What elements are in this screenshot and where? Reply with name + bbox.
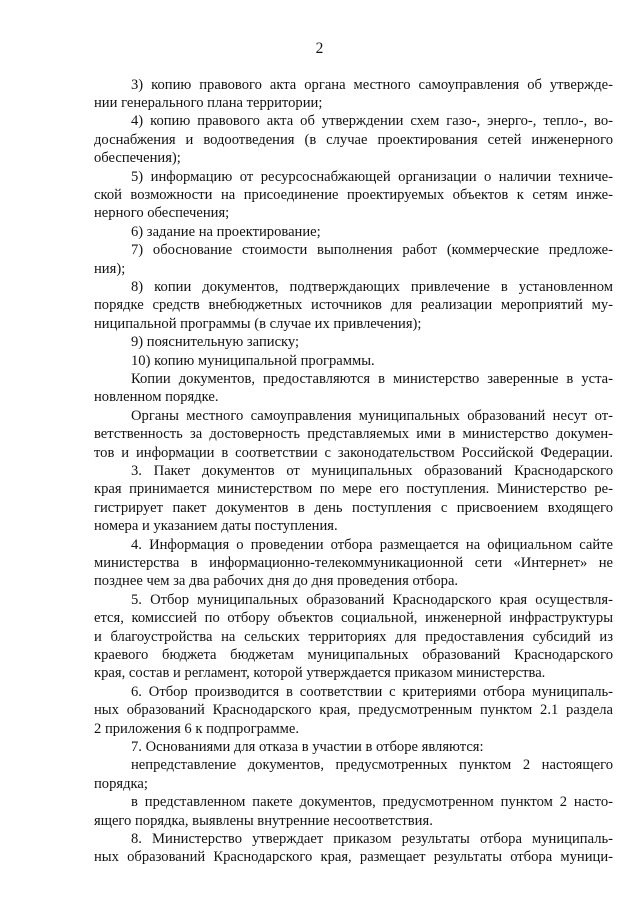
text-line: края, состав и регламент, которой утверждается приказом министерства.: [94, 665, 546, 682]
text-line: ской возможности на присоединение проектируемых объектов к сетям инже-: [94, 186, 613, 203]
text-line: тов и информации в соответствии с законодательством Российской Федерации.: [94, 444, 613, 461]
text-line: 7) обоснование стоимости выполнения работ (коммерческие предложе-: [131, 242, 613, 259]
text-line: 6) задание на проектирование;: [131, 223, 321, 240]
text-line: министерства в информационно-телекоммуникационной сети «Интернет» не: [94, 554, 613, 571]
text-line: ется, комиссией по отбору объектов социальной, инженерной инфраструктуры: [94, 610, 613, 627]
text-line: доснабжения и водоотведения (в случае проектирования сетей инженерного: [94, 131, 613, 148]
text-line: и благоустройства на сельских территориях для предоставления субсидий из: [94, 628, 613, 645]
text-line: края принимается министерством по мере его поступления. Министерство ре-: [94, 481, 613, 498]
text-line: Органы местного самоуправления муниципальных образований несут от-: [131, 407, 613, 424]
text-line: 2 приложения 6 к подпрограмме.: [94, 720, 299, 737]
text-line: ных образований Краснодарского края, предусмотренным пунктом 2.1 раздела: [94, 702, 613, 719]
text-line: 10) копию муниципальной программы.: [131, 352, 375, 369]
text-line: 5. Отбор муниципальных образований Краснодарского края осуществля-: [131, 591, 613, 608]
text-line: 8. Министерство утверждает приказом результаты отбора муниципаль-: [131, 830, 613, 847]
page-number: 2: [315, 40, 324, 57]
text-line: 4. Информация о проведении отбора размещается на официальном сайте: [131, 536, 613, 553]
text-line: 4) копию правового акта об утверждении схем газо-, энерго-, тепло-, во-: [131, 113, 613, 130]
text-line: 6. Отбор производится в соответствии с критериями отбора муниципаль-: [131, 683, 613, 700]
text-line: порядке средств внебюджетных источников для реализации мероприятий му-: [94, 297, 613, 314]
text-line: 7. Основаниями для отказа в участии в отборе являются:: [131, 738, 484, 755]
text-line: 3. Пакет документов от муниципальных образований Краснодарского: [131, 462, 613, 479]
text-line: ящего порядка, выявлены внутренние несоответствия.: [94, 812, 433, 829]
text-line: непредставление документов, предусмотренных пунктом 2 настоящего: [131, 757, 613, 774]
text-line: в представленном пакете документов, предусмотренном пунктом 2 насто-: [131, 794, 613, 811]
text-line: ниципальной программы (в случае их привлечения);: [94, 315, 422, 332]
text-line: 9) пояснительную записку;: [131, 334, 300, 351]
text-line: нии генерального плана территории;: [94, 94, 323, 111]
text-line: порядка;: [94, 775, 148, 792]
text-line: позднее чем за два рабочих дня до дня проведения отбора.: [94, 573, 459, 590]
text-line: 5) информацию от ресурсоснабжающей организации о наличии техниче-: [131, 168, 613, 185]
text-line: краевого бюджета бюджетам муниципальных образований Краснодарского: [94, 646, 613, 663]
text-line: Копии документов, предоставляются в министерство заверенные в уста-: [131, 370, 613, 387]
text-line: ния);: [94, 260, 126, 277]
text-line: обеспечения);: [94, 150, 181, 167]
text-line: номера и указанием даты поступления.: [94, 518, 338, 535]
text-line: ветственность за достоверность представляемых ими в министерство докумен-: [94, 426, 613, 443]
text-line: нерного обеспечения;: [94, 205, 230, 222]
text-line: гистрирует пакет документов в день поступления с присвоением входящего: [94, 499, 613, 516]
text-line: 3) копию правового акта органа местного самоуправления об утвержде-: [131, 76, 613, 93]
text-line: ных образований Краснодарского края, размещает результаты отбора муници-: [94, 849, 613, 866]
text-line: 8) копии документов, подтверждающих привлечение в установленном: [131, 278, 613, 295]
text-line: новленном порядке.: [94, 389, 219, 406]
